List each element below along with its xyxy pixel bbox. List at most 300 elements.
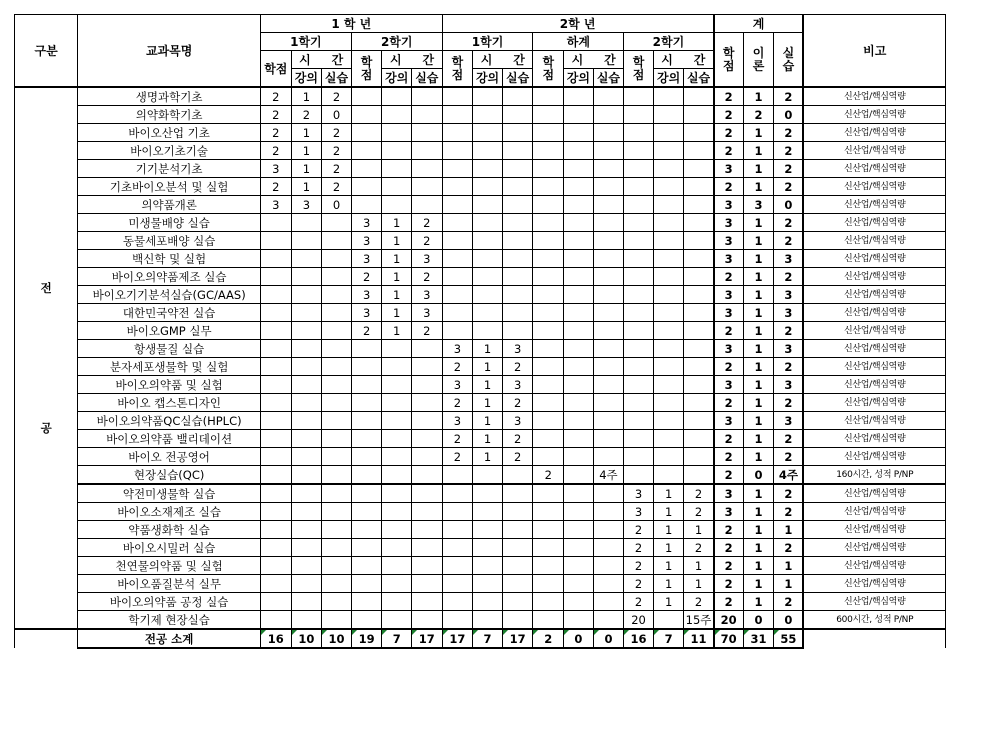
total-cell: 1 <box>743 557 774 575</box>
total-cell: 1 <box>743 503 774 521</box>
y1s2-cell <box>382 466 412 485</box>
sum-cell <box>533 412 564 430</box>
total-cell: 2 <box>714 557 744 575</box>
subject-name-cell: 기기분석기초 <box>78 160 261 178</box>
total-theory-header: 이 론 <box>743 33 774 88</box>
y1s2-cell: 1 <box>382 250 412 268</box>
y1s2-cell <box>412 466 443 485</box>
total-header: 계 <box>714 15 804 33</box>
y1s1-cell <box>291 286 322 304</box>
table-row <box>15 593 946 611</box>
y1s1-cell <box>291 376 322 394</box>
y2s2-cell <box>653 124 684 142</box>
total-cell: 1 <box>743 214 774 232</box>
y2s1-cell <box>502 484 533 503</box>
y2s1-cell <box>442 250 473 268</box>
y1s2-cell <box>412 376 443 394</box>
y2s1-cell <box>442 521 473 539</box>
total-cell: 2 <box>743 106 774 124</box>
total-cell: 2 <box>714 593 744 611</box>
y2s2-cell <box>684 448 714 466</box>
y1s1-cell <box>291 539 322 557</box>
table-row <box>15 87 946 106</box>
y1s1-cell <box>322 448 352 466</box>
y1s2-cell: 3 <box>412 250 443 268</box>
total-cell: 2 <box>714 268 744 286</box>
total-cell: 3 <box>714 214 744 232</box>
sum-cell <box>533 358 564 376</box>
y2s1-cell <box>502 87 533 106</box>
y1s2-cell <box>382 412 412 430</box>
y1s2-cell <box>412 575 443 593</box>
remarks-cell: 신산업/핵심역량 <box>803 87 945 106</box>
y2s1-cell <box>473 557 503 575</box>
y2s1-cell: 1 <box>473 448 503 466</box>
total-cell: 1 <box>743 412 774 430</box>
sum-cell <box>533 503 564 521</box>
y2s2-cell: 2 <box>684 593 714 611</box>
sum-cell <box>533 87 564 106</box>
y1s1-cell <box>322 394 352 412</box>
y2s2-cell <box>624 448 654 466</box>
table-row <box>15 322 946 340</box>
y1s2-cell: 3 <box>351 232 382 250</box>
subject-name-cell: 백신학 및 실험 <box>78 250 261 268</box>
sum-cell <box>593 521 624 539</box>
sum-cell <box>564 304 594 322</box>
y1s1-cell <box>291 412 322 430</box>
y2s1-cell: 2 <box>502 358 533 376</box>
y2s2-cell <box>653 412 684 430</box>
y1s2-cell <box>351 593 382 611</box>
y1s1-cell: 3 <box>291 196 322 214</box>
total-cell: 1 <box>743 394 774 412</box>
y2s1-cell: 1 <box>473 376 503 394</box>
total-cell: 0 <box>774 611 804 630</box>
y2s1-cell <box>442 160 473 178</box>
subject-name-cell: 바이오GMP 실무 <box>78 322 261 340</box>
y2s1-cell <box>473 466 503 485</box>
total-cell: 1 <box>743 340 774 358</box>
sum-cell <box>533 142 564 160</box>
y1s1-cell <box>260 214 291 232</box>
y1s1-cell: 1 <box>291 87 322 106</box>
sum-cell <box>533 575 564 593</box>
y2s1-cell <box>473 178 503 196</box>
sum-cell <box>533 448 564 466</box>
table-row <box>15 611 946 630</box>
y1s2-cell <box>382 557 412 575</box>
sum-cell <box>533 484 564 503</box>
y1s1-cell: 2 <box>322 178 352 196</box>
subject-name-cell: 바이오품질분석 실무 <box>78 575 261 593</box>
total-cell: 2 <box>714 322 744 340</box>
y2s1-cell <box>473 539 503 557</box>
y2s1-cell <box>442 124 473 142</box>
y2s1-cell <box>473 322 503 340</box>
total-cell: 3 <box>714 503 744 521</box>
table-row <box>15 160 946 178</box>
total-cell: 2 <box>714 430 744 448</box>
y1s2-cell <box>412 503 443 521</box>
sum-cell <box>564 466 594 485</box>
subject-name-cell: 바이오의약품 공정 실습 <box>78 593 261 611</box>
y1s2-cell <box>412 412 443 430</box>
y2s1-cell: 3 <box>502 376 533 394</box>
y1s2-practice-header: 실습 <box>412 69 443 88</box>
subject-name-cell: 의약화학기초 <box>78 106 261 124</box>
category-header: 구분 <box>15 15 78 88</box>
y1s1-cell <box>291 394 322 412</box>
y2s2-cell <box>653 322 684 340</box>
y2s1-cell <box>502 268 533 286</box>
y2s2-cell: 15주 <box>684 611 714 630</box>
y2s2-cell <box>653 106 684 124</box>
total-cell: 3 <box>714 412 744 430</box>
sum-cell <box>564 557 594 575</box>
table-row <box>15 503 946 521</box>
remarks-cell: 신산업/핵심역량 <box>803 394 945 412</box>
total-cell: 3 <box>774 286 804 304</box>
y2s1-cell <box>473 286 503 304</box>
y2s2-cell <box>653 340 684 358</box>
year2-sem1-header: 1학기 <box>442 33 533 51</box>
y1s1-cell: 2 <box>322 160 352 178</box>
y1s1-cell <box>322 250 352 268</box>
summary-value-cell: 0 <box>593 629 624 648</box>
table-body <box>15 87 946 648</box>
y2s1-cell <box>442 484 473 503</box>
y1s1-cell <box>260 466 291 485</box>
y1s2-cell: 3 <box>412 286 443 304</box>
y2s1-cell: 1 <box>473 430 503 448</box>
subject-name-cell: 항생물질 실습 <box>78 340 261 358</box>
y2s1-cell <box>473 142 503 160</box>
y2s1-cell <box>442 214 473 232</box>
total-cell: 3 <box>714 484 744 503</box>
section-label-major: 전 공 <box>15 87 78 629</box>
total-cell: 1 <box>743 87 774 106</box>
summary-remarks-cell <box>803 629 945 648</box>
table-row <box>15 376 946 394</box>
sum-cell <box>533 376 564 394</box>
y1s1-credit-header: 학점 <box>260 51 291 88</box>
sum-cell <box>593 358 624 376</box>
total-cell: 0 <box>774 106 804 124</box>
subject-name-cell: 바이오의약품QC실습(HPLC) <box>78 412 261 430</box>
y2s2-cell <box>684 268 714 286</box>
y1s2-cell <box>412 358 443 376</box>
sum-cell <box>593 448 624 466</box>
y2s2-cell <box>624 358 654 376</box>
y2s1-cell: 2 <box>442 430 473 448</box>
y2s2-cell <box>684 160 714 178</box>
subject-name-cell: 바이오 전공영어 <box>78 448 261 466</box>
y2s2-cell <box>653 214 684 232</box>
y2s2-cell <box>624 322 654 340</box>
y2s2-cell <box>624 268 654 286</box>
y1s1-cell <box>260 286 291 304</box>
sum-cell <box>533 322 564 340</box>
sum-cell <box>593 232 624 250</box>
subject-name-cell: 바이오의약품제조 실습 <box>78 268 261 286</box>
sum-cell <box>533 593 564 611</box>
y1s2-cell: 3 <box>351 304 382 322</box>
total-cell: 4주 <box>774 466 804 485</box>
y2s1-cell <box>473 124 503 142</box>
sum-cell <box>533 232 564 250</box>
y1s1-cell <box>322 575 352 593</box>
y2s1-cell <box>473 87 503 106</box>
y1s1-cell <box>322 539 352 557</box>
y1s2-cell <box>382 160 412 178</box>
y1s1-cell <box>291 358 322 376</box>
y1s2-cell: 1 <box>382 304 412 322</box>
y1s2-cell <box>351 196 382 214</box>
y1s1-hours-header: 시 간 <box>291 51 351 69</box>
summary-value-cell: 10 <box>291 629 322 648</box>
y2s1-cell <box>473 575 503 593</box>
total-cell: 3 <box>743 196 774 214</box>
remarks-cell: 신산업/핵심역량 <box>803 214 945 232</box>
sum-cell <box>593 557 624 575</box>
y2s2-cell <box>624 160 654 178</box>
y1s2-cell <box>412 611 443 630</box>
y2s2-cell: 3 <box>624 503 654 521</box>
remarks-cell: 신산업/핵심역량 <box>803 521 945 539</box>
year1-header: 1 학 년 <box>260 15 442 33</box>
remarks-cell: 600시간, 성적 P/NP <box>803 611 945 630</box>
summary-value-cell: 2 <box>533 629 564 648</box>
y1s1-cell <box>322 232 352 250</box>
y2s2-cell <box>684 87 714 106</box>
sum-cell <box>593 394 624 412</box>
sum-cell <box>564 322 594 340</box>
subject-name-cell: 생명과학기초 <box>78 87 261 106</box>
sum-cell <box>533 430 564 448</box>
y2s2-cell <box>653 376 684 394</box>
sum-cell <box>593 250 624 268</box>
y2s2-cell: 2 <box>624 575 654 593</box>
sum-cell <box>564 196 594 214</box>
y1s2-cell <box>382 430 412 448</box>
sum-cell <box>533 124 564 142</box>
sum-cell <box>593 484 624 503</box>
y1s1-cell <box>322 484 352 503</box>
sum-cell <box>564 484 594 503</box>
y1s1-cell: 3 <box>260 196 291 214</box>
table-row <box>15 268 946 286</box>
y1s1-cell: 2 <box>260 87 291 106</box>
sum-cell <box>533 394 564 412</box>
y2s1-cell <box>502 106 533 124</box>
y2s1-cell <box>502 250 533 268</box>
sum-practice-header: 실습 <box>593 69 624 88</box>
y1s1-cell <box>291 484 322 503</box>
y1s2-cell <box>382 142 412 160</box>
sum-cell <box>564 214 594 232</box>
remarks-cell: 신산업/핵심역량 <box>803 376 945 394</box>
y2s1-cell <box>473 611 503 630</box>
remarks-cell: 신산업/핵심역량 <box>803 160 945 178</box>
sum-cell <box>564 87 594 106</box>
total-cell: 1 <box>743 232 774 250</box>
total-cell: 2 <box>714 466 744 485</box>
sum-cell <box>533 106 564 124</box>
remarks-cell: 신산업/핵심역량 <box>803 124 945 142</box>
sum-cell <box>593 593 624 611</box>
y1s1-cell <box>291 593 322 611</box>
summary-label: 전공 소계 <box>78 629 261 648</box>
y2s2-cell <box>653 304 684 322</box>
y2s1-cell <box>442 575 473 593</box>
y2s2-cell <box>653 358 684 376</box>
subject-name-cell: 학기제 현장실습 <box>78 611 261 630</box>
sum-cell <box>593 611 624 630</box>
y2s1-cell: 1 <box>473 358 503 376</box>
y2s2-cell <box>624 286 654 304</box>
y1s1-cell <box>291 304 322 322</box>
total-cell: 3 <box>774 412 804 430</box>
sum-cell <box>564 358 594 376</box>
y1s1-cell <box>291 466 322 485</box>
y2s2-cell <box>684 142 714 160</box>
y1s2-cell <box>382 593 412 611</box>
y1s1-cell: 2 <box>260 142 291 160</box>
y1s2-cell <box>351 87 382 106</box>
y1s1-cell <box>260 358 291 376</box>
y1s2-cell <box>382 124 412 142</box>
summary-value-cell: 17 <box>502 629 533 648</box>
total-cell: 2 <box>774 87 804 106</box>
y2s2-cell <box>684 466 714 485</box>
total-cell: 1 <box>743 142 774 160</box>
y1s2-cell <box>412 178 443 196</box>
y2s2-cell <box>624 304 654 322</box>
total-cell: 1 <box>774 521 804 539</box>
subject-name-cell: 바이오기기분석실습(GC/AAS) <box>78 286 261 304</box>
total-practice-header: 실 습 <box>774 33 804 88</box>
total-cell: 3 <box>714 304 744 322</box>
subject-name-cell: 의약품개론 <box>78 196 261 214</box>
remarks-cell: 신산업/핵심역량 <box>803 539 945 557</box>
y1s2-cell: 3 <box>351 250 382 268</box>
y2s2-practice-header: 실습 <box>684 69 714 88</box>
y2s2-cell: 1 <box>684 521 714 539</box>
sum-credit-header: 학 점 <box>533 51 564 88</box>
table-row <box>15 448 946 466</box>
y2s1-cell <box>473 484 503 503</box>
y1s1-cell <box>322 557 352 575</box>
y1s2-cell <box>412 394 443 412</box>
sum-cell <box>564 106 594 124</box>
y2s1-cell <box>502 124 533 142</box>
y2s1-credit-header: 학 점 <box>442 51 473 88</box>
y1s2-cell: 1 <box>382 286 412 304</box>
y2s1-cell <box>502 503 533 521</box>
y2s2-cell <box>624 250 654 268</box>
y2s1-cell <box>442 286 473 304</box>
summary-value-cell: 19 <box>351 629 382 648</box>
y1s2-cell <box>412 448 443 466</box>
y2s2-cell <box>653 286 684 304</box>
y1s1-cell <box>322 358 352 376</box>
y1s2-cell <box>351 484 382 503</box>
y2s2-cell <box>653 268 684 286</box>
sum-cell <box>564 575 594 593</box>
y2s1-cell: 1 <box>473 412 503 430</box>
total-cell: 3 <box>774 250 804 268</box>
y2s2-cell <box>684 124 714 142</box>
total-cell: 1 <box>743 124 774 142</box>
y2s1-cell <box>502 521 533 539</box>
sum-cell <box>533 521 564 539</box>
y2s2-cell <box>684 412 714 430</box>
y2s1-cell <box>473 214 503 232</box>
total-cell: 1 <box>743 304 774 322</box>
y2s1-cell <box>502 322 533 340</box>
y2s1-cell <box>502 557 533 575</box>
y1s2-cell <box>382 376 412 394</box>
y2s2-cell <box>653 448 684 466</box>
y1s2-cell <box>351 160 382 178</box>
sum-cell <box>533 196 564 214</box>
total-cell: 1 <box>743 575 774 593</box>
y2s1-cell <box>442 178 473 196</box>
y2s2-cell: 1 <box>653 484 684 503</box>
y2s2-cell: 1 <box>684 557 714 575</box>
y2s1-cell: 3 <box>502 412 533 430</box>
total-cell: 2 <box>774 358 804 376</box>
sum-cell <box>533 214 564 232</box>
sum-cell <box>593 214 624 232</box>
total-cell: 0 <box>774 196 804 214</box>
y1s1-cell <box>260 557 291 575</box>
table-row <box>15 557 946 575</box>
table-header <box>15 15 946 88</box>
subject-name-cell: 천연물의약품 및 실험 <box>78 557 261 575</box>
y1s2-cell <box>412 539 443 557</box>
y1s2-cell: 1 <box>382 268 412 286</box>
y1s1-cell <box>291 611 322 630</box>
sum-cell <box>564 178 594 196</box>
y2s1-cell <box>442 466 473 485</box>
y1s1-cell <box>322 466 352 485</box>
sum-cell <box>564 124 594 142</box>
y1s2-cell <box>412 340 443 358</box>
y1s2-cell <box>382 503 412 521</box>
y1s1-cell <box>260 376 291 394</box>
remarks-cell: 신산업/핵심역량 <box>803 322 945 340</box>
y1s2-cell <box>351 448 382 466</box>
y2s1-cell: 3 <box>502 340 533 358</box>
total-cell: 3 <box>774 340 804 358</box>
summary-value-cell: 0 <box>564 629 594 648</box>
y1s2-cell <box>351 521 382 539</box>
y1s1-cell: 0 <box>322 196 352 214</box>
y1s2-cell <box>382 484 412 503</box>
y1s2-cell: 3 <box>412 304 443 322</box>
y2s1-cell: 2 <box>502 394 533 412</box>
y1s1-cell <box>322 268 352 286</box>
y1s1-cell <box>260 503 291 521</box>
y1s2-cell <box>382 394 412 412</box>
subject-name-cell: 동물세포배양 실습 <box>78 232 261 250</box>
y2s1-cell: 3 <box>442 340 473 358</box>
subject-name-cell: 대한민국약전 실습 <box>78 304 261 322</box>
y1s2-cell <box>412 160 443 178</box>
total-cell: 2 <box>714 106 744 124</box>
